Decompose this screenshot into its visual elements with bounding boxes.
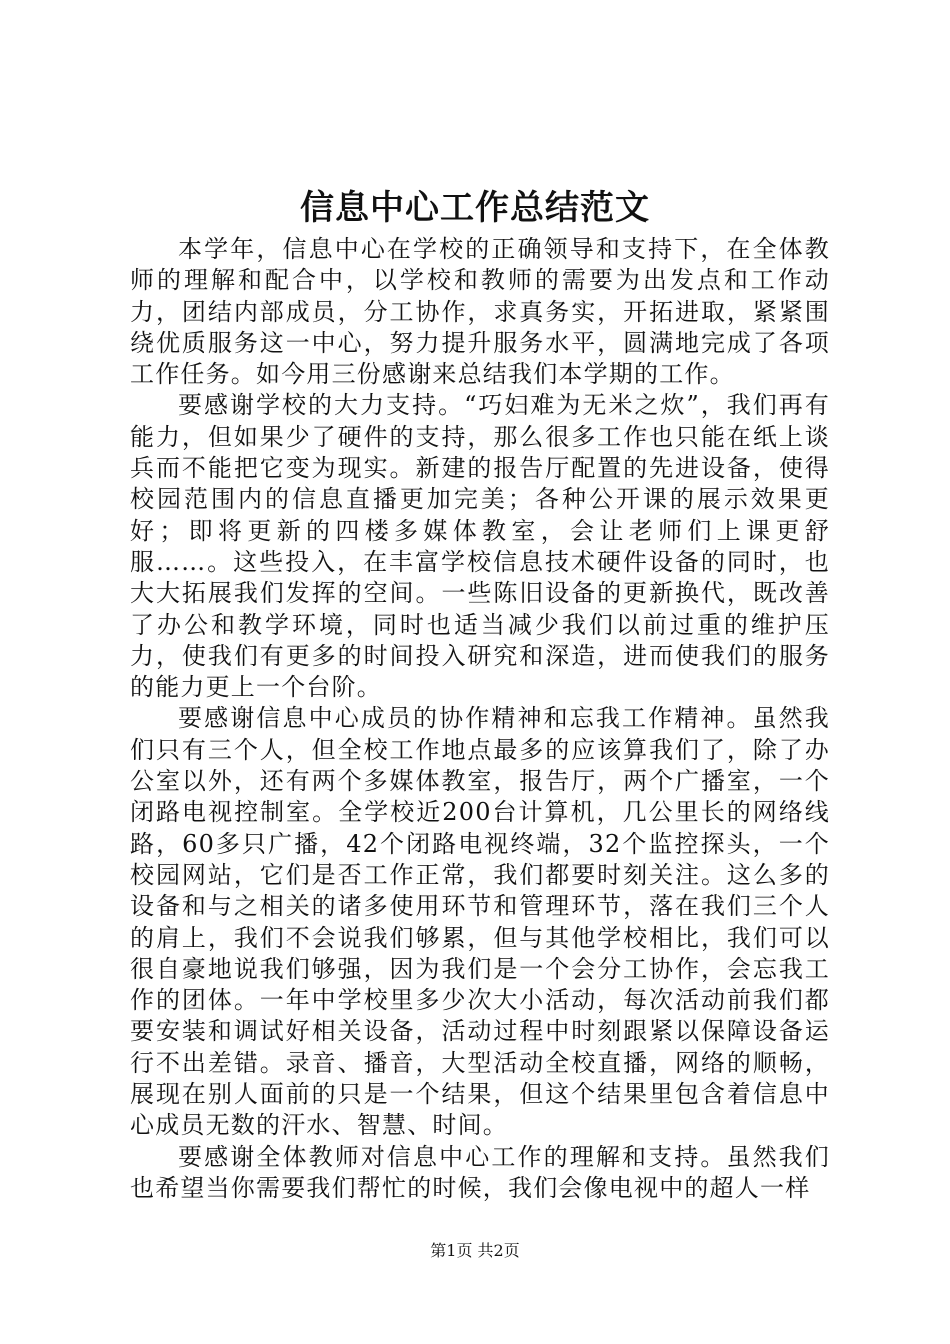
paragraph-thanks-members: 要感谢信息中心成员的协作精神和忘我工作精神。虽然我们只有三个人，但全校工作地点最多的应该算我们了，除了办公室以外，还有两个多媒体教室，报告厅，两个广播室，一个闭路电视控制室。全学校近200台计算机，几公里长的网络线路，60多只广播，42个闭路电视终端，32个监控探头，一个校园网站，它们是否工作正常，我们都要时刻关注。这么多的设备和与之相关的诸多使用环节和管理环节，落在我们三个人的肩上，我们不会说我们够累，但与其他学校相比，我们可以很自豪地说我们够强，因为我们是一个会分工协作，会忘我工作的团体。一年中学校里多少次大小活动，每次活动前我们都要安装和调试好相关设备，活动过程中时刻跟紧以保障设备运行不出差错。录音、播音，大型活动全校直播，网络的顺畅，展现在别人面前的只是一个结果，但这个结果里包含着信息中心成员无数的汗水、智慧、时间。 <box>130 704 830 1140</box>
paragraph-intro: 本学年，信息中心在学校的正确领导和支持下，在全体教师的理解和配合中，以学校和教师的需要为出发点和工作动力，团结内部成员，分工协作，求真务实，开拓进取，紧紧围绕优质服务这一中心，努力提升服务水平，圆满地完成了各项工作任务。如今用三份感谢来总结我们本学期的工作。 <box>130 235 830 389</box>
document-body <box>130 234 830 1204</box>
page-footer: 第1页 共2页 <box>430 1241 520 1260</box>
document-title: 信息中心工作总结范文 <box>300 188 650 228</box>
paragraph-thanks-school: 要感谢学校的大力支持。“巧妇难为无米之炊”，我们再有能力，但如果少了硬件的支持，那么很多工作也只能在纸上谈兵而不能把它变为现实。新建的报告厅配置的先进设备，使得校园范围内的信息直播更加完美；各种公开课的展示效果更好；即将更新的四楼多媒体教室，会让老师们上课更舒服……。这些投入，在丰富学校信息技术硬件设备的同时，也大大拓展我们发挥的空间。一些陈旧设备的更新换代，既改善了办公和教学环境，同时也适当减少我们以前过重的维护压力，使我们有更多的时间投入研究和深造，进而使我们的服务的能力更上一个台阶。 <box>130 391 830 702</box>
paragraph-thanks-teachers: 要感谢全体教师对信息中心工作的理解和支持。虽然我们也希望当你需要我们帮忙的时候，我们会像电视中的超人一样 <box>130 1142 830 1202</box>
